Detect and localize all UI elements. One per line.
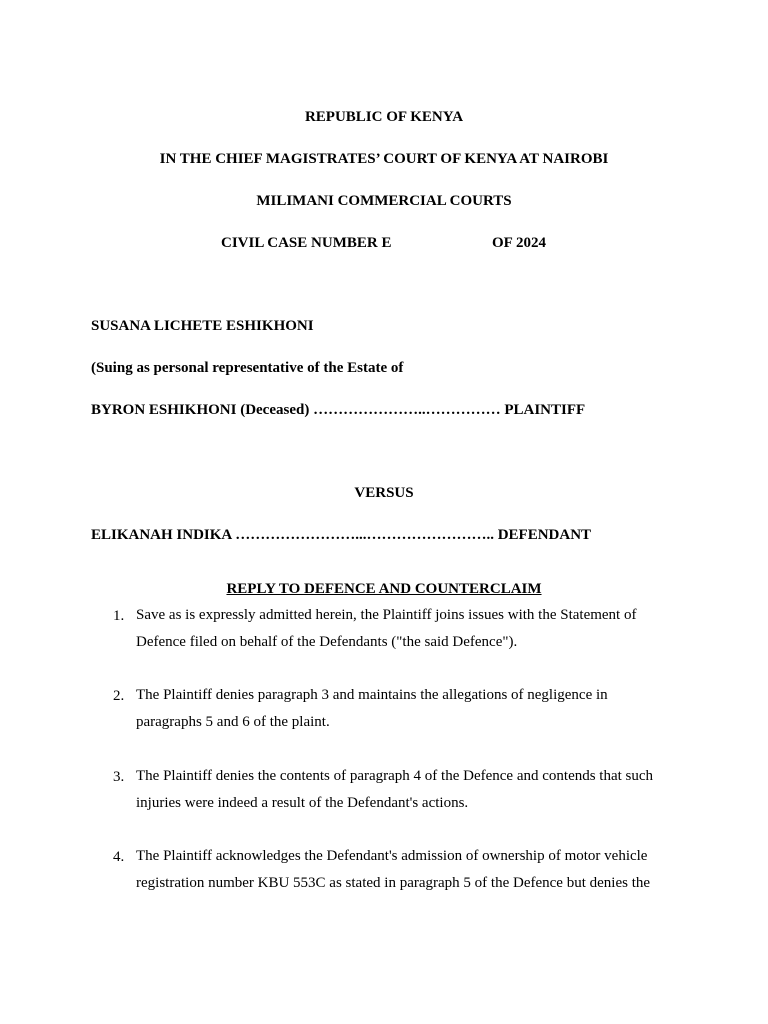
division-heading: MILIMANI COMMERCIAL COURTS xyxy=(256,193,512,209)
list-item-text xyxy=(136,682,661,736)
list-item-line: The Plaintiff acknowledges the Defendant's admission of ownership of motor vehicle xyxy=(136,848,648,864)
court-heading: IN THE CHIEF MAGISTRATES’ COURT OF KENYA AT NAIROBI xyxy=(159,151,609,167)
list-item-line: The Plaintiff denies paragraph 3 and maintains the allegations of negligence in xyxy=(136,687,608,703)
list-item-text xyxy=(136,843,661,897)
plaintiff-name: SUSANA LICHETE ESHIKHONI xyxy=(91,318,314,334)
reply-title-row xyxy=(0,581,768,598)
plaintiff-deceased-line: BYRON ESHIKHONI (Deceased) …………………..…………… PLAINTIFF xyxy=(91,402,586,418)
list-item-line: injuries were indeed a result of the Defendant's actions. xyxy=(136,795,469,811)
list-item-line: Save as is expressly admitted herein, the Plaintiff joins issues with the Statement of xyxy=(136,607,637,623)
case-number-label: CIVIL CASE NUMBER E xyxy=(221,235,392,251)
list-item-line: registration number KBU 553C as stated in paragraph 5 of the Defence but denies the xyxy=(136,875,651,891)
list-item-line: The Plaintiff denies the contents of paragraph 4 of the Defence and contends that such xyxy=(136,768,654,784)
list-item-number: 1. xyxy=(113,608,125,624)
list-item-text xyxy=(136,602,661,656)
list-item-text xyxy=(136,763,661,817)
defendant-line: ELIKANAH INDIKA ……………………...…………………….. DEFENDANT xyxy=(91,527,592,543)
case-year: OF 2024 xyxy=(492,235,547,251)
versus-heading: VERSUS xyxy=(354,485,414,501)
list-item-line: Defence filed on behalf of the Defendants ("the said Defence"). xyxy=(136,634,518,650)
list-item-line: paragraphs 5 and 6 of the plaint. xyxy=(136,714,330,730)
republic-heading: REPUBLIC OF KENYA xyxy=(304,109,464,125)
plaintiff-capacity: (Suing as personal representative of the Estate of xyxy=(91,360,404,376)
list-item-number: 4. xyxy=(113,849,125,865)
reply-title: REPLY TO DEFENCE AND COUNTERCLAIM xyxy=(226,581,542,597)
list-item-number: 3. xyxy=(113,769,125,785)
list-item-number: 2. xyxy=(113,688,125,704)
